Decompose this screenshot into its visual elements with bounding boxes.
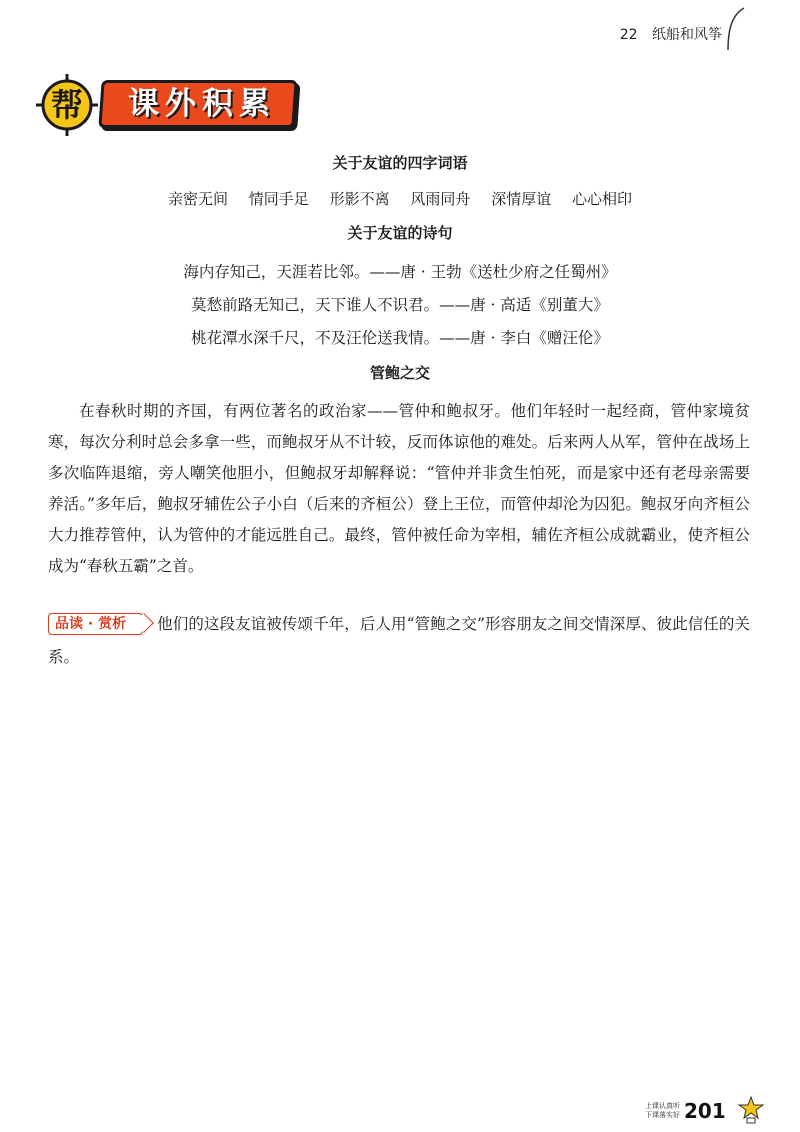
poem-line: 海内存知己，天涯若比邻。——唐 · 王勃《送杜少府之任蜀州》 — [183, 263, 617, 281]
badge-character: 帮 — [50, 86, 83, 124]
analysis-text: 他们的这段友谊被传颂千年，后人用“管鲍之交”形容朋友之间交情深厚、彼此信任的关系。 — [48, 615, 750, 666]
header-page-number: 22 — [619, 27, 638, 43]
idiom-item: 心心相印 — [571, 190, 632, 208]
story-heading: 管鲍之交 — [369, 364, 430, 382]
header-corner-curve — [724, 6, 748, 50]
idioms-heading: 关于友谊的四字词语 — [332, 154, 468, 172]
idiom-item: 风雨同舟 — [410, 190, 471, 208]
idiom-item: 形影不离 — [329, 190, 390, 208]
footer-slogan-line: 上课认真听 — [645, 1102, 680, 1110]
banner-title: 课外积累 — [128, 86, 276, 122]
story-body — [48, 396, 750, 582]
star-mascot-icon — [738, 1096, 764, 1124]
section-banner — [36, 74, 298, 136]
idiom-item: 情同手足 — [248, 190, 309, 208]
footer-page-number: 201 — [684, 1099, 726, 1123]
analysis-tag: 品读 · 赏析 — [48, 613, 143, 635]
idioms-list — [0, 188, 800, 209]
footer-slogan — [624, 1102, 680, 1120]
story-paragraph: 在春秋时期的齐国，有两位著名的政治家——管仲和鲍叔牙。他们年轻时一起经商，管仲家境贫寒，每次分利时总会多拿一些，而鲍叔牙从不计较，反而体谅他的难处。后来两人从军，管仲在战场上多次临阵退缩，旁人嘲笑他胆小，但鲍叔牙却解释说：“管仲并非贪生怕死，而是家中还有老母亲需要养活。”多年后，鲍叔牙辅佐公子小白（后来的齐桓公）登上王位，而管仲却沦为囚犯。鲍叔牙向齐桓公大力推荐管仲，认为管仲的才能远胜自己。最终，管仲被任命为宰相，辅佐齐桓公成就霸业，使齐桓公成为“春秋五霸”之首。 — [48, 402, 750, 575]
idiom-item: 亲密无间 — [168, 190, 229, 208]
page-footer — [624, 1098, 764, 1124]
poem-line: 桃花潭水深千尺，不及汪伦送我情。——唐 · 李白《赠汪伦》 — [191, 329, 609, 347]
header-lesson-title: 纸船和风筝 — [652, 27, 722, 43]
poem-line: 莫愁前路无知己，天下谁人不识君。——唐 · 高适《别董大》 — [191, 296, 609, 314]
poems-heading: 关于友谊的诗句 — [347, 224, 453, 242]
analysis-block — [48, 608, 750, 674]
footer-slogan-line: 下课落实好 — [645, 1111, 680, 1119]
idiom-item: 深情厚谊 — [491, 190, 552, 208]
page-header — [620, 24, 722, 44]
